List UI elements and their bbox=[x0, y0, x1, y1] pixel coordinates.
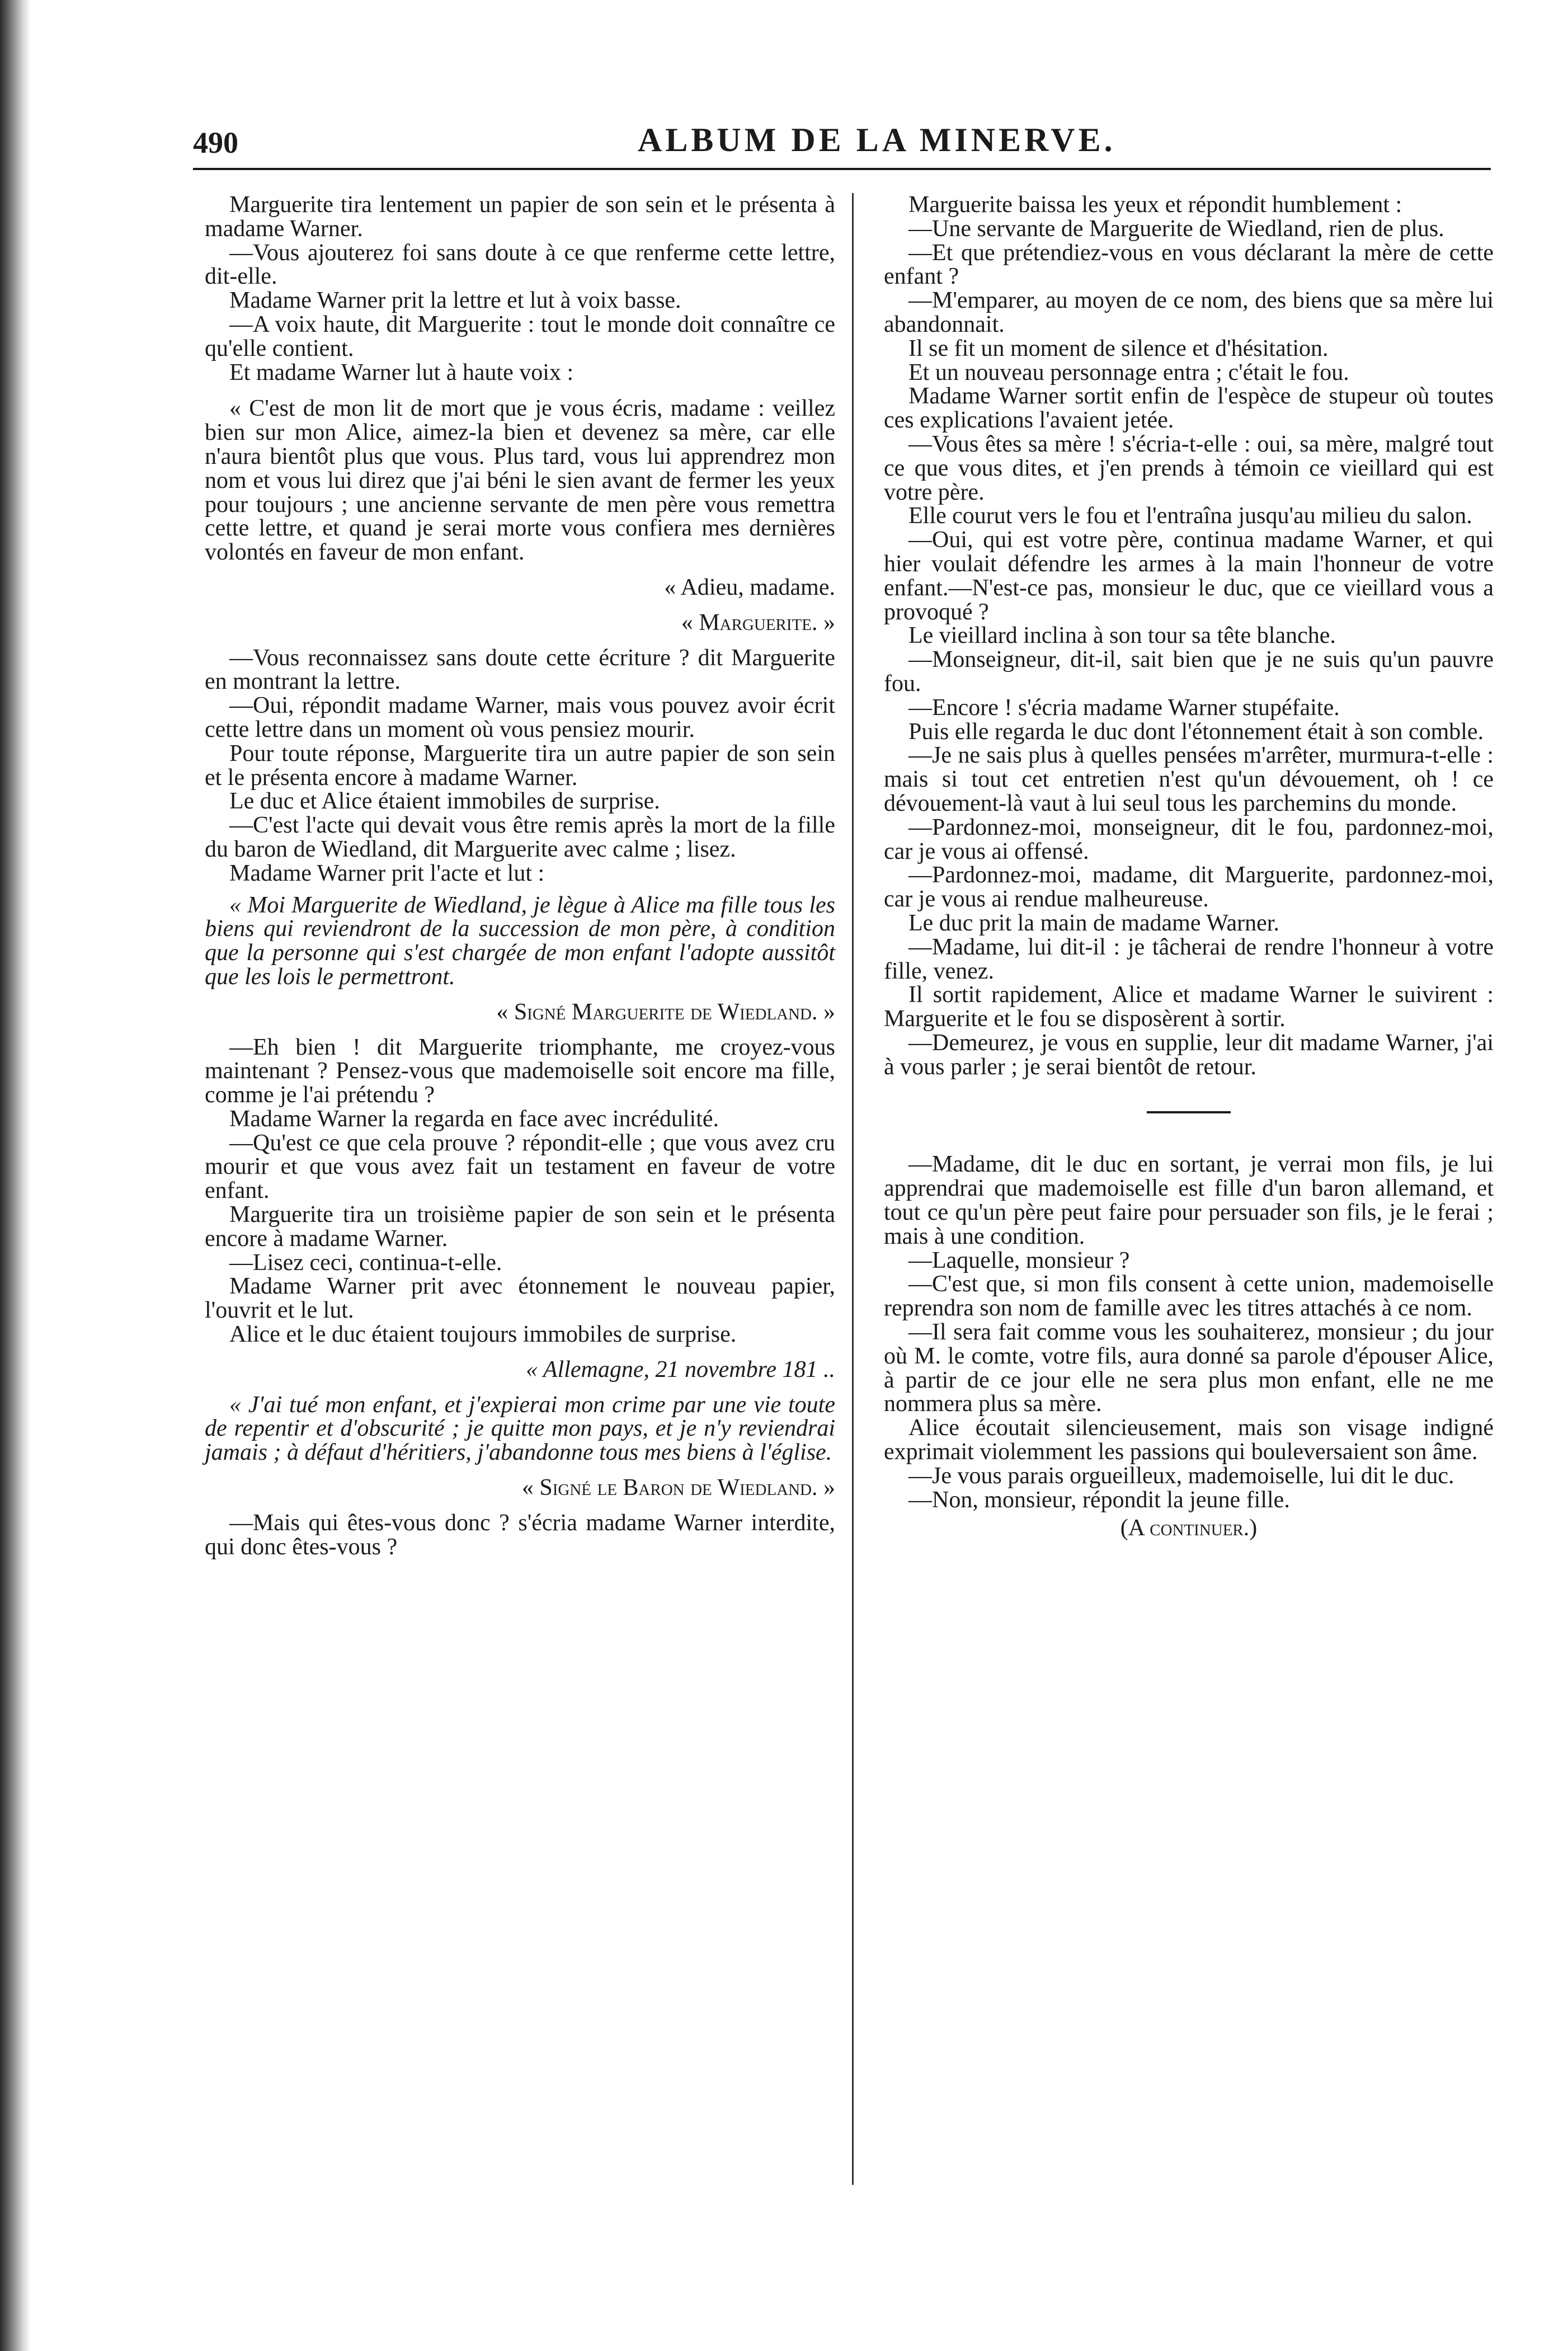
section-break-rule bbox=[1147, 1111, 1231, 1113]
paragraph: Madame Warner prit l'acte et lut : bbox=[229, 860, 545, 886]
to-be-continued: (A continuer.) bbox=[1120, 1515, 1258, 1541]
document-dateline: « Allemagne, 21 novembre 181 .. bbox=[526, 1356, 835, 1383]
paragraph: —Et que prétendiez-vous en vous déclarant la mère de cette enfant ? bbox=[884, 239, 1494, 290]
letter-signature: « Marguerite. » bbox=[681, 609, 835, 636]
paragraph: Pour toute réponse, Marguerite tira un autre papier de son sein et le présenta encore à madame Warner. bbox=[205, 740, 835, 791]
letter-closing: « Adieu, madame. bbox=[664, 574, 835, 600]
letter-text: « C'est de mon lit de mort que je vous écris, madame : veillez bien sur mon Alice, aimez-la bien et devenez sa mère, car elle n'aura bientôt plus que vous. Plus tard, vous lui apprendrez mon nom et vous lui direz que j'ai béni le sien avant de fermer les yeux pour toujours ; une ancienne servante de men père vous remettra cette lettre, et quand je serai morte vous confiera mes dernières volontés en faveur de mon enfant. bbox=[205, 396, 835, 566]
paragraph: —Il sera fait comme vous les souhaiterez, monsieur ; du jour où M. le comte, votre fils, aura donné sa parole d'épouser Alice, à partir de ce jour elle ne sera plus mon enfant, elle ne me nommera plus sa mère. bbox=[884, 1319, 1494, 1417]
paragraph: —Mais qui êtes-vous donc ? s'écria madame Warner interdite, qui donc êtes-vous ? bbox=[205, 1510, 835, 1560]
paragraph: —Oui, qui est votre père, continua madame Warner, et qui hier voulait défendre les armes à la main l'honneur de votre enfant.—N'est-ce pas, monsieur le duc, que ce vieillard vous a provoqué ? bbox=[884, 527, 1494, 625]
paragraph: Marguerite baissa les yeux et répondit humblement : bbox=[908, 192, 1402, 218]
paragraph: —Encore ! s'écria madame Warner stupéfaite. bbox=[908, 694, 1340, 721]
paragraph: Et un nouveau personnage entra ; c'était le fou. bbox=[908, 359, 1349, 385]
paragraph: —C'est l'acte qui devait vous être remis après la mort de la fille du baron de Wiedland, dit Marguerite avec calme ; lisez. bbox=[205, 812, 835, 862]
confession-signature: « Signé le Baron de Wiedland. » bbox=[521, 1475, 835, 1501]
page-binding-edge bbox=[0, 0, 31, 2351]
paragraph: —Pardonnez-moi, madame, dit Marguerite, pardonnez-moi, car je vous ai rendue malheureuse. bbox=[884, 862, 1494, 913]
header-rule bbox=[193, 168, 1491, 170]
paragraph: Et madame Warner lut à haute voix : bbox=[229, 359, 574, 385]
paragraph: Alice écoutait silencieusement, mais son visage indigné exprimait violemment les passions qui bouleversaient son âme. bbox=[884, 1415, 1494, 1465]
paragraph: —Monseigneur, dit-il, sait bien que je ne suis qu'un pauvre fou. bbox=[884, 647, 1494, 697]
paragraph: —C'est que, si mon fils consent à cette union, mademoiselle reprendra son nom de famille avec les titres attachés à ce nom. bbox=[884, 1271, 1494, 1322]
paragraph: Madame Warner prit avec étonnement le nouveau papier, l'ouvrit et le lut. bbox=[205, 1273, 835, 1324]
paragraph: —Madame, lui dit-il : je tâcherai de rendre l'honneur à votre fille, venez. bbox=[884, 934, 1494, 984]
paragraph: —Vous êtes sa mère ! s'écria-t-elle : oui, sa mère, malgré tout ce que vous dites, et j'en prends à témoin ce vieillard qui est votre père. bbox=[884, 431, 1494, 505]
paragraph: —Lisez ceci, continua-t-elle. bbox=[229, 1249, 502, 1276]
paragraph: —Oui, répondit madame Warner, mais vous pouvez avoir écrit cette lettre dans un moment où vous pensiez mourir. bbox=[205, 693, 835, 742]
page-header bbox=[193, 117, 1491, 171]
paragraph: Madame Warner prit la lettre et lut à voix basse. bbox=[229, 288, 681, 314]
paragraph: Madame Warner sortit enfin de l'espèce de stupeur où toutes ces explications l'avaient jetée. bbox=[884, 383, 1494, 434]
paragraph: Il se fit un moment de silence et d'hésitation. bbox=[908, 335, 1329, 361]
paragraph: Puis elle regarda le duc dont l'étonnement était à son comble. bbox=[908, 718, 1484, 745]
paragraph: —A voix haute, dit Marguerite : tout le monde doit connaître ce qu'elle contient. bbox=[205, 311, 835, 361]
paragraph: —Eh bien ! dit Marguerite triomphante, me croyez-vous maintenant ? Pensez-vous que mademoiselle soit encore ma fille, comme je l'ai prétendu ? bbox=[205, 1034, 835, 1108]
paragraph: Elle courut vers le fou et l'entraîna jusqu'au milieu du salon. bbox=[908, 503, 1472, 529]
paragraph: —Vous ajouterez foi sans doute à ce que renferme cette lettre, dit-elle. bbox=[205, 239, 835, 290]
paragraph: Il sortit rapidement, Alice et madame Warner le suivirent : Marguerite et le fou se disposèrent à sortir. bbox=[884, 982, 1494, 1032]
paragraph: Madame Warner la regarda en face avec incrédulité. bbox=[229, 1106, 719, 1132]
paragraph: —Non, monsieur, répondit la jeune fille. bbox=[908, 1487, 1290, 1513]
paragraph: —M'emparer, au moyen de ce nom, des biens que sa mère lui abandonnait. bbox=[884, 288, 1494, 337]
paragraph: Le duc et Alice étaient immobiles de surprise. bbox=[229, 788, 660, 815]
paragraph: Marguerite tira un troisième papier de son sein et le présenta encore à madame Warner. bbox=[205, 1202, 835, 1252]
paragraph: —Laquelle, monsieur ? bbox=[908, 1247, 1130, 1273]
page-number: 490 bbox=[193, 126, 238, 159]
paragraph: —Demeurez, je vous en supplie, leur dit madame Warner, j'ai à vous parler ; je serai bientôt de retour. bbox=[884, 1029, 1494, 1080]
journal-title: ALBUM DE LA MINERVE. bbox=[638, 121, 1116, 158]
paragraph: Le duc prit la main de madame Warner. bbox=[908, 910, 1279, 936]
testament-signature: « Signé Marguerite de Wiedland. » bbox=[496, 999, 835, 1025]
paragraph: —Je vous parais orgueilleux, mademoiselle, lui dit le duc. bbox=[908, 1463, 1454, 1489]
paragraph: Marguerite tira lentement un papier de son sein et le présenta à madame Warner. bbox=[205, 192, 835, 242]
paragraph: —Une servante de Marguerite de Wiedland, rien de plus. bbox=[908, 215, 1444, 242]
paragraph: Alice et le duc étaient toujours immobiles de surprise. bbox=[229, 1322, 737, 1348]
left-column bbox=[205, 193, 835, 1559]
paragraph: Le vieillard inclina à son tour sa tête blanche. bbox=[908, 623, 1336, 649]
column-divider bbox=[852, 193, 854, 2185]
confession-text: « J'ai tué mon enfant, et j'expierai mon crime par une vie toute de repentir et d'obscurité ; je quitte mon pays, et je n'y reviendrai jamais ; à défaut d'héritiers, j'abandonne tous mes biens à l'église. bbox=[205, 1391, 835, 1466]
paragraph: —Vous reconnaissez sans doute cette écriture ? dit Marguerite en montrant la lettre. bbox=[205, 645, 835, 695]
paragraph: —Je ne sais plus à quelles pensées m'arrêter, murmura-t-elle : mais si tout cet entretien n'est qu'un dévouement, oh ! ce dévouement-là vaut à lui seul tous les parchemins du monde. bbox=[884, 742, 1494, 816]
right-column bbox=[884, 193, 1494, 1540]
paragraph: —Pardonnez-moi, monseigneur, dit le fou, pardonnez-moi, car je vous ai offensé. bbox=[884, 814, 1494, 864]
paragraph: —Qu'est ce que cela prouve ? répondit-elle ; que vous avez cru mourir et que vous avez fait un testament en faveur de votre enfant. bbox=[205, 1130, 835, 1204]
testament-text: « Moi Marguerite de Wiedland, je lègue à Alice ma fille tous les biens qui reviendront de la succession de mon père, à condition que la personne qui s'est chargée de mon enfant l'adopte aussitôt que les lois le permettront. bbox=[205, 892, 835, 990]
paragraph: —Madame, dit le duc en sortant, je verrai mon fils, je lui apprendrai que mademoiselle est fille d'un baron allemand, et tout ce qu'un père peut faire pour persuader son fils, je le ferai ; mais à une condition. bbox=[884, 1151, 1494, 1249]
